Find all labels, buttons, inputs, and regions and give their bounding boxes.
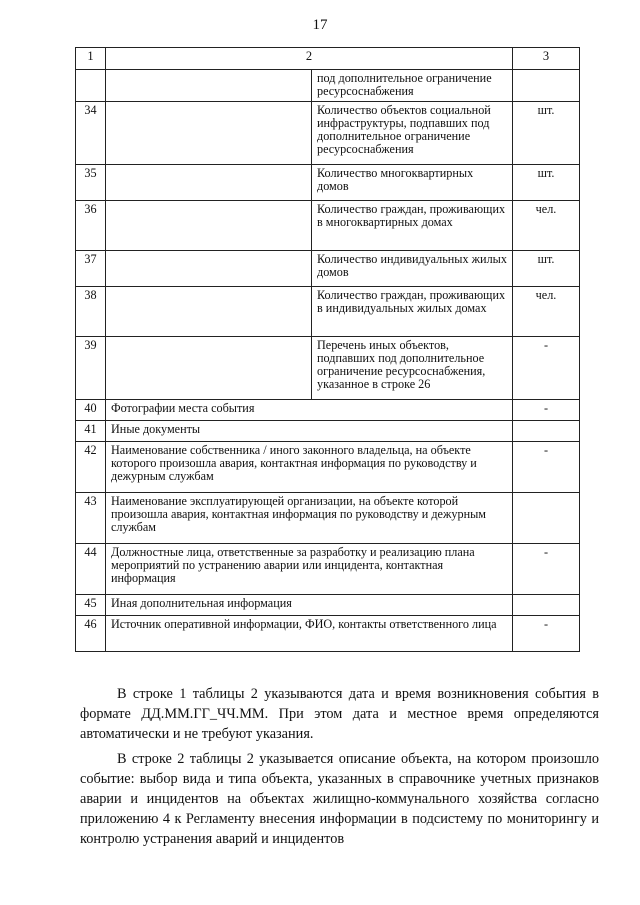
table-row-continuation xyxy=(76,70,580,102)
row-unit xyxy=(513,595,580,616)
row-text: под дополнительное ограничение ресурсоснабжения xyxy=(312,70,513,102)
row-unit: - xyxy=(513,442,580,493)
paragraph: В строке 2 таблицы 2 указывается описание объекта, на котором произошло событие: выбор вида и типа объекта, указанных в справочнике учетных признаков аварии и инцидентов на объектах жилищно-коммунального хозяйства согласно приложению 4 к Регламенту внесения информации в подсистему по мониторингу и контролю устранения аварий и инцидентов xyxy=(80,750,599,848)
row-text: Источник оперативной информации, ФИО, контакты ответственного лица xyxy=(106,616,513,652)
body-text xyxy=(80,684,599,850)
row-text: Количество многоквартирных домов xyxy=(312,165,513,201)
paragraph: В строке 1 таблицы 2 указываются дата и время возникновения события в формате ДД.ММ.ГГ_ЧЧ.ММ. При этом дата и местное время определяются автоматически и не требуют указания. xyxy=(80,686,599,743)
table-row xyxy=(76,201,580,251)
data-table xyxy=(75,47,580,652)
table-row xyxy=(76,493,580,544)
table-row xyxy=(76,251,580,287)
row-num xyxy=(76,70,106,102)
row-unit: - xyxy=(513,337,580,400)
row-num: 38 xyxy=(76,287,106,337)
page-number: 17 xyxy=(312,17,328,33)
row-unit: - xyxy=(513,400,580,421)
row-num: 43 xyxy=(76,493,106,544)
row-text: Должностные лица, ответственные за разработку и реализацию плана мероприятий по устранению аварии или инцидента, контактная информация xyxy=(106,544,513,595)
table-row xyxy=(76,102,580,165)
row-group-cell xyxy=(106,337,312,400)
row-num: 41 xyxy=(76,421,106,442)
row-num: 42 xyxy=(76,442,106,493)
row-num: 40 xyxy=(76,400,106,421)
row-text: Иные документы xyxy=(106,421,513,442)
row-num: 36 xyxy=(76,201,106,251)
row-num: 35 xyxy=(76,165,106,201)
row-unit xyxy=(513,421,580,442)
row-text: Наименование собственника / иного законного владельца, на объекте которого произошла авария, контактная информация по руководству и дежурным службам xyxy=(106,442,513,493)
row-text: Количество индивидуальных жилых домов xyxy=(312,251,513,287)
row-num: 46 xyxy=(76,616,106,652)
row-unit: шт. xyxy=(513,102,580,165)
table-row xyxy=(76,400,580,421)
row-unit: шт. xyxy=(513,251,580,287)
header-col-2: 2 xyxy=(106,48,513,70)
row-group-cell xyxy=(106,201,312,251)
row-text: Наименование эксплуатирующей организации, на объекте которой произошла авария, контактная информация по руководству и дежурным службам xyxy=(106,493,513,544)
row-group-cell xyxy=(106,251,312,287)
header-col-3: 3 xyxy=(513,48,580,70)
table-row xyxy=(76,165,580,201)
table-row xyxy=(76,287,580,337)
table-row xyxy=(76,442,580,493)
row-unit: шт. xyxy=(513,165,580,201)
row-unit: чел. xyxy=(513,201,580,251)
row-group-cell xyxy=(106,102,312,165)
row-num: 44 xyxy=(76,544,106,595)
row-text: Количество граждан, проживающих в индивидуальных жилых домах xyxy=(312,287,513,337)
table-header-row xyxy=(76,48,580,70)
row-text: Иная дополнительная информация xyxy=(106,595,513,616)
row-num: 34 xyxy=(76,102,106,165)
table-row xyxy=(76,595,580,616)
row-text: Количество объектов социальной инфраструктуры, подпавших под дополнительное ограничение ресурсоснабжения xyxy=(312,102,513,165)
row-text: Фотографии места события xyxy=(106,400,513,421)
row-group-cell xyxy=(106,165,312,201)
table-row xyxy=(76,337,580,400)
row-unit: - xyxy=(513,616,580,652)
table-row xyxy=(76,544,580,595)
row-unit: - xyxy=(513,544,580,595)
row-group-cell xyxy=(106,70,312,102)
header-col-1: 1 xyxy=(76,48,106,70)
table-row xyxy=(76,616,580,652)
row-text: Перечень иных объектов, подпавших под дополнительное ограничение ресурсоснабжения, указанное в строке 26 xyxy=(312,337,513,400)
row-num: 45 xyxy=(76,595,106,616)
row-unit xyxy=(513,493,580,544)
row-group-cell xyxy=(106,287,312,337)
row-unit: чел. xyxy=(513,287,580,337)
row-num: 37 xyxy=(76,251,106,287)
row-text: Количество граждан, проживающих в многоквартирных домах xyxy=(312,201,513,251)
table-row xyxy=(76,421,580,442)
row-num: 39 xyxy=(76,337,106,400)
row-unit xyxy=(513,70,580,102)
